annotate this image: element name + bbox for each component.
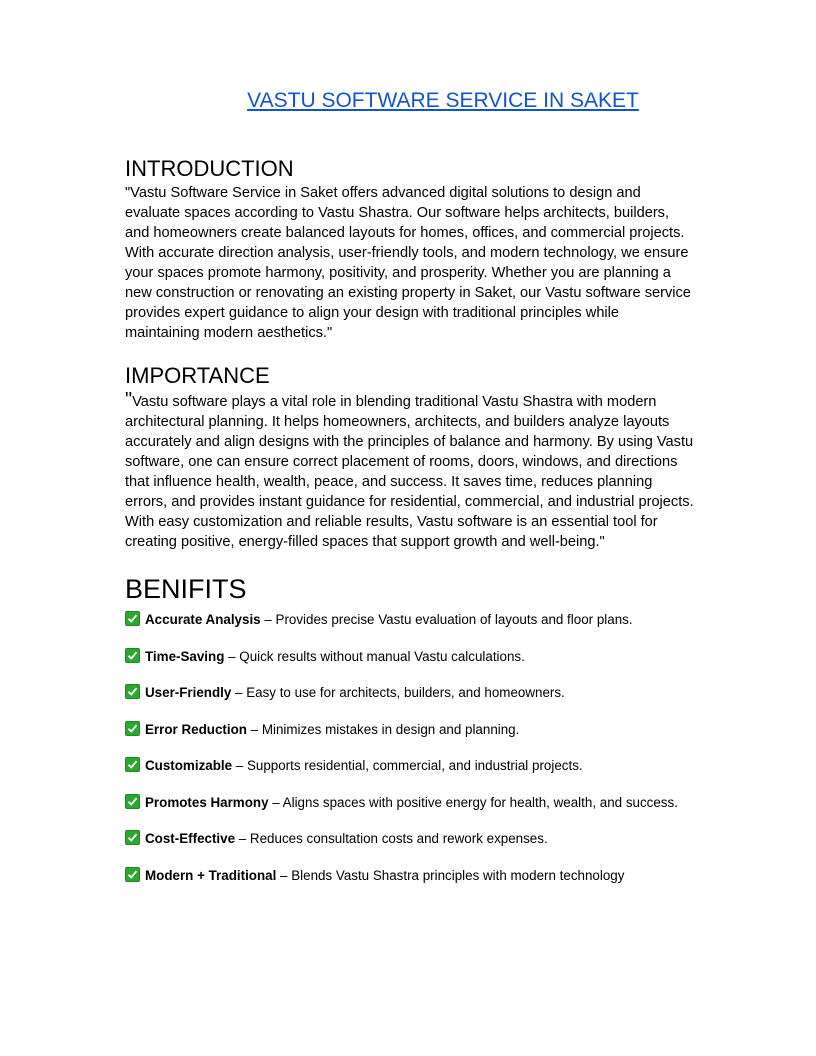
benefit-item (125, 867, 695, 885)
benefit-item (125, 830, 695, 848)
benefit-text: – Minimizes mistakes in design and planning. (246, 721, 520, 737)
introduction-body: "Vastu Software Service in Saket offers advanced digital solutions to design and evaluate spaces according to Vastu Shastra. Our software helps architects, builders, and homeowners create balanced layouts for homes, offices, and commercial projects. With accurate direction analysis, user-friendly tools, and modern technology, we ensure your spaces promote harmony, positivity, and prosperity. Whether you are planning a new construction or renovating an existing property in Saket, our Vastu software service provides expert guidance to align your design with traditional principles while maintaining modern aesthetics." (125, 185, 691, 341)
benefit-title: Modern + Traditional (145, 867, 277, 883)
benefit-text: – Reduces consultation costs and rework expenses. (235, 831, 548, 846)
title-link[interactable]: VASTU SOFTWARE SERVICE IN SAKET (247, 89, 639, 112)
introduction-section (125, 155, 695, 343)
checkmark-icon (125, 684, 140, 699)
importance-heading: IMPORTANCE (125, 363, 270, 388)
importance-paragraph (125, 390, 695, 552)
introduction-heading: INTRODUCTION (125, 156, 294, 181)
benefit-text: – Provides precise Vastu evaluation of layouts and floor plans. (260, 612, 633, 627)
importance-body: Vastu software plays a vital role in blending traditional Vastu Shastra with modern architectural planning. It helps homeowners, architects, and builders analyze layouts accurately and align designs with the principles of balance and harmony. By using Vastu software, one can ensure correct placement of rooms, doors, windows, and directions that influence health, wealth, peace, and success. It saves time, reduces planning errors, and provides instant guidance for residential, commercial, and industrial projects. With easy customization and reliable results, Vastu software is an essential tool for creating positive, energy-filled spaces that support growth and well-being." (125, 394, 694, 550)
benefit-title: Cost-Effective (145, 831, 236, 846)
benefit-item (125, 684, 695, 702)
benefit-item (125, 757, 695, 775)
benefit-title: Error Reduction (145, 721, 247, 737)
checkmark-icon (125, 794, 140, 809)
checkmark-icon (125, 721, 140, 736)
benefit-item (125, 648, 695, 666)
benefit-text: – Supports residential, commercial, and industrial projects. (232, 758, 583, 773)
benefit-title: Promotes Harmony (145, 794, 269, 810)
benefit-item (125, 721, 695, 739)
benefit-title: Customizable (145, 758, 233, 773)
benefit-title: Time-Saving (145, 648, 225, 664)
benefit-title: User-Friendly (145, 685, 232, 700)
importance-section (125, 362, 695, 552)
document-content (125, 155, 695, 903)
benefit-title: Accurate Analysis (145, 612, 261, 627)
benefits-section (125, 573, 695, 885)
checkmark-icon (125, 867, 140, 882)
benefit-text: – Quick results without manual Vastu calculations. (224, 648, 525, 664)
benefit-text: – Aligns spaces with positive energy for health, wealth, and success. (268, 794, 678, 810)
benefit-item (125, 611, 695, 629)
benefit-text: – Blends Vastu Shastra principles with modern technology (276, 867, 625, 883)
checkmark-icon (125, 648, 140, 663)
benefits-list (125, 611, 695, 885)
importance-lead-quote: " (125, 389, 133, 411)
checkmark-icon (125, 611, 140, 626)
checkmark-icon (125, 757, 140, 772)
checkmark-icon (125, 830, 140, 845)
benefit-text: – Easy to use for architects, builders, and homeowners. (231, 685, 565, 700)
benefits-heading: BENIFITS (125, 574, 247, 604)
benefit-item (125, 794, 695, 812)
title-container (0, 89, 816, 113)
